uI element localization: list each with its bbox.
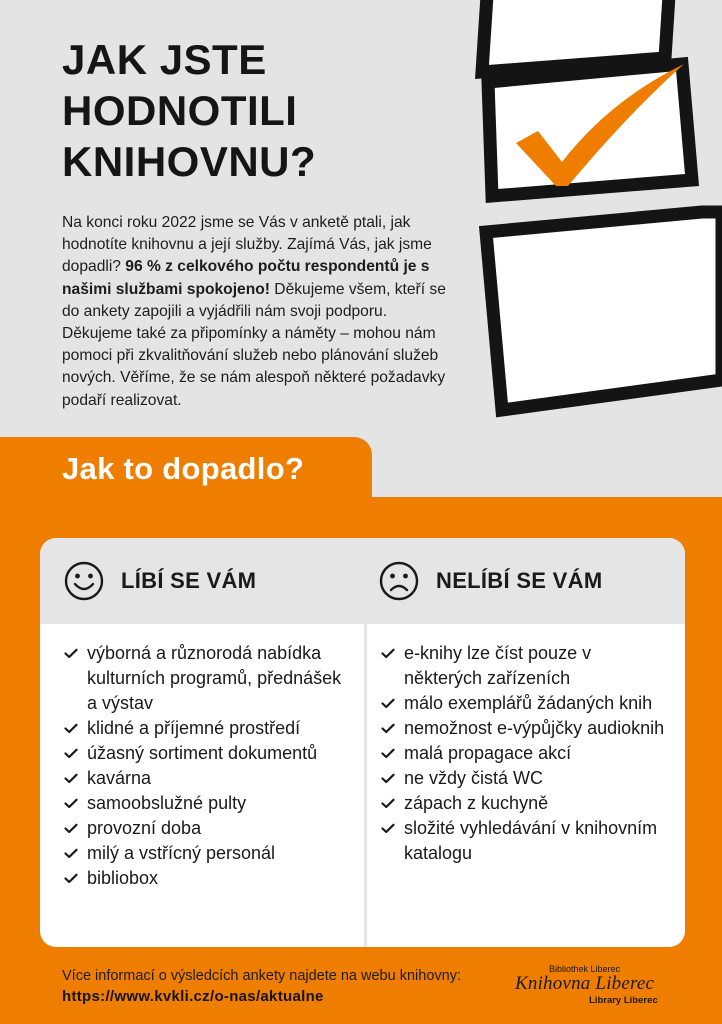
title-line-1: JAK JSTE <box>62 36 267 83</box>
check-bullet-icon <box>381 698 395 709</box>
dislike-item-text: nemožnost e-výpůjčky audioknih <box>404 718 665 738</box>
like-item-text: provozní doba <box>87 818 202 838</box>
dislike-list-item <box>381 741 671 766</box>
like-label: LÍBÍ SE VÁM <box>121 568 257 593</box>
like-item-text: úžasný sortiment dokumentů <box>87 743 318 763</box>
checkbox-top-icon <box>482 0 670 72</box>
top-section <box>0 0 722 440</box>
check-bullet-icon <box>64 823 78 834</box>
logo-line-english: Library Liberec <box>589 995 658 1006</box>
intro-text-2: Děkujeme všem, kteří se do ankety zapojili a vyjádřili nám svoji podporu. Děkujeme také za připomínky a náměty – mohou nám pomoci při zkvalitňování služeb nebo plánování služeb nových. Věříme, že se nám alespoň některé požadavky podaří realizovat. <box>62 280 446 409</box>
column-divider <box>364 538 367 947</box>
footer-note: Více informací o výsledcích ankety najdete na webu knihovny: <box>62 968 461 984</box>
like-item-text: samoobslužné pulty <box>87 793 247 813</box>
logo-line-german: Bibliothek Liberec <box>549 964 621 974</box>
dislike-list-item <box>381 791 671 816</box>
like-list-item <box>64 791 354 816</box>
like-list <box>64 641 354 891</box>
like-item-text: klidné a příjemné prostředí <box>87 718 301 738</box>
dislike-list-item <box>381 766 671 791</box>
dislike-list-item <box>381 641 671 691</box>
dislike-item-text: složité vyhledávání v knihovním katalogu <box>404 818 658 863</box>
check-bullet-icon <box>64 798 78 809</box>
like-list-item <box>64 641 354 716</box>
like-item-text: bibliobox <box>87 868 159 888</box>
check-bullet-icon <box>64 848 78 859</box>
check-bullet-icon <box>381 823 395 834</box>
intro-text-1: Na konci roku 2022 jsme se Vás v anketě ptali, jak hodnotíte knihovnu a její služby. Zajímá Vás, jak jsme dopadli? <box>62 214 432 276</box>
like-list-item <box>64 741 354 766</box>
check-bullet-icon <box>381 723 395 734</box>
page-title <box>62 34 382 187</box>
smiley-face-icon <box>64 561 104 601</box>
check-bullet-icon <box>64 773 78 784</box>
footer <box>62 966 522 1008</box>
title-line-3: KNIHOVNU? <box>62 138 317 185</box>
like-list-item <box>64 816 354 841</box>
check-bullet-icon <box>64 723 78 734</box>
section-tab <box>0 437 372 499</box>
check-bullet-icon <box>381 748 395 759</box>
check-bullet-icon <box>64 748 78 759</box>
logo-name: Knihovna Liberec <box>515 973 655 994</box>
website-link[interactable]: https://www.kvkli.cz/o-nas/aktualne <box>62 988 324 1005</box>
results-card <box>40 538 685 947</box>
check-bullet-icon <box>64 873 78 884</box>
dislike-item-text: zápach z kuchyně <box>404 793 549 813</box>
dislike-item-text: ne vždy čistá WC <box>404 768 544 788</box>
checkbox-illustration-icon <box>440 0 722 420</box>
like-item-text: milý a vstřícný personál <box>87 843 276 863</box>
dislike-label: NELÍBÍ SE VÁM <box>436 568 603 593</box>
intro-paragraph <box>62 212 458 412</box>
like-list-item <box>64 766 354 791</box>
section-title: Jak to dopadlo? <box>62 451 305 486</box>
like-item-text: výborná a různorodá nabídka kulturních programů, přednášek a výstav <box>87 643 342 713</box>
like-list-item <box>64 841 354 866</box>
check-bullet-icon <box>381 798 395 809</box>
dislike-item-text: malá propagace akcí <box>404 743 572 763</box>
library-logo <box>512 964 672 1010</box>
dislike-header <box>379 561 602 601</box>
check-bullet-icon <box>381 648 395 659</box>
like-item-text: kavárna <box>87 768 152 788</box>
dislike-list <box>381 641 671 866</box>
like-list-item <box>64 716 354 741</box>
title-line-2: HODNOTILI <box>62 87 298 134</box>
check-bullet-icon <box>381 773 395 784</box>
dislike-list-item <box>381 691 671 716</box>
dislike-item-text: e-knihy lze číst pouze v některých zařízeních <box>404 643 592 688</box>
like-list-item <box>64 866 354 891</box>
dislike-list-item <box>381 816 671 866</box>
dislike-list-item <box>381 716 671 741</box>
sad-face-icon <box>379 561 419 601</box>
checkbox-empty-icon <box>486 212 722 410</box>
like-header <box>64 561 256 601</box>
dislike-item-text: málo exemplářů žádaných knih <box>404 693 653 713</box>
intro-highlight: 96 % z celkového počtu respondentů je s našimi službami spokojeno! <box>62 258 430 298</box>
check-bullet-icon <box>64 648 78 659</box>
